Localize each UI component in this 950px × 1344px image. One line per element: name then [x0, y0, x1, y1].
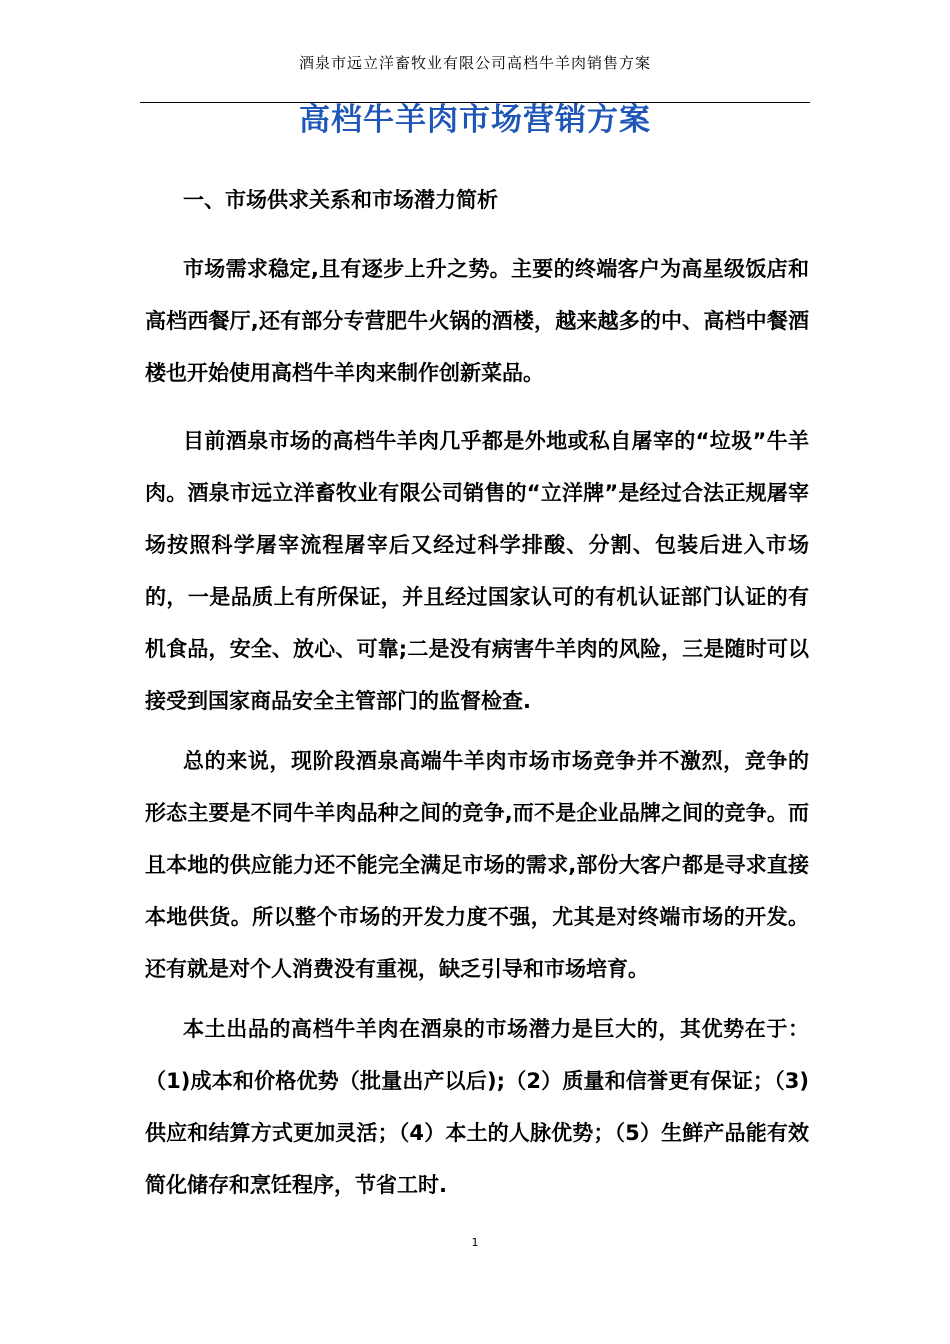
paragraph-potential: 本土出品的高档牛羊肉在酒泉的市场潜力是巨大的，其优势在于：（1)成本和价格优势（批量出产以后);（2）质量和信誉更有保证；（3)供应和结算方式更加灵活；（4）本土的人脉优势；（5）生鲜产品能有效简化储存和烹饪程序，节省工时. — [145, 1017, 809, 1197]
paragraph-demand: 市场需求稳定,且有逐步上升之势。主要的终端客户为高星级饭店和高档西餐厅,还有部分专营肥牛火锅的酒楼，越来越多的中、高档中餐酒楼也开始使用高档牛羊肉来制作创新菜品。 — [145, 257, 809, 385]
paragraph-current-market: 目前酒泉市场的高档牛羊肉几乎都是外地或私自屠宰的“垃圾”牛羊肉。酒泉市远立洋畜牧业有限公司销售的“立洋牌”是经过合法正规屠宰场按照科学屠宰流程屠宰后又经过科学排酸、分割、包装后进入市场的，一是品质上有所保证，并且经过国家认可的有机认证部门认证的有机食品，安全、放心、可靠;二是没有病害牛羊肉的风险，三是随时可以接受到国家商品安全主管部门的监督检查. — [145, 429, 809, 713]
section-heading: 一、市场供求关系和市场潜力简析 — [183, 188, 498, 212]
header-text: 酒泉市远立洋畜牧业有限公司高档牛羊肉销售方案 — [298, 54, 651, 72]
page-number: 1 — [471, 1236, 479, 1249]
document-title: 高档牛羊肉市场营销方案 — [299, 102, 651, 138]
paragraph-competition: 总的来说，现阶段酒泉高端牛羊肉市场市场竞争并不激烈，竞争的形态主要是不同牛羊肉品种之间的竞争,而不是企业品牌之间的竞争。而且本地的供应能力还不能完全满足市场的需求,部份大客户都是寻求直接本地供货。所以整个市场的开发力度不强，尤其是对终端市场的开发。还有就是对个人消费没有重视，缺乏引导和市场培育。 — [145, 749, 809, 981]
